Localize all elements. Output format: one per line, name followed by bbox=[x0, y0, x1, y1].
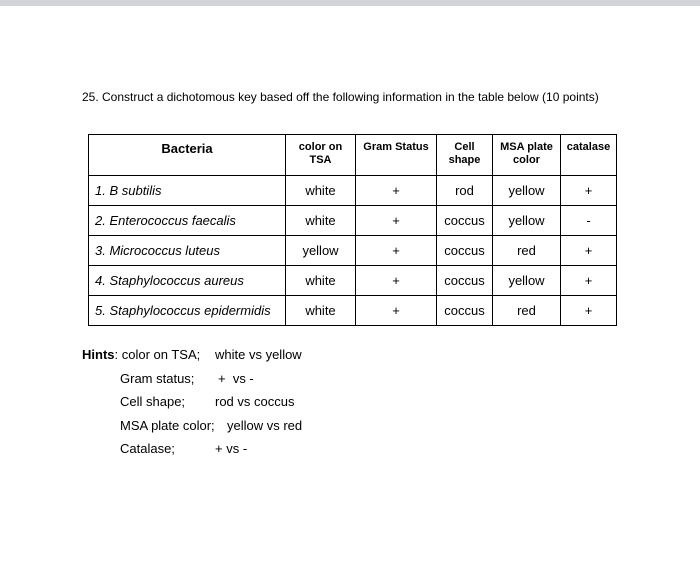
cell-msa-plate-color: red bbox=[493, 296, 561, 326]
cell-catalase: + bbox=[561, 296, 617, 326]
cell-catalase: + bbox=[561, 266, 617, 296]
cell-catalase: + bbox=[561, 176, 617, 206]
cell-msa-plate-color: yellow bbox=[493, 206, 561, 236]
hints-section bbox=[82, 343, 302, 461]
cell-color-on-tsa: white bbox=[286, 296, 356, 326]
cell-gram-status: + bbox=[356, 236, 437, 266]
table-row bbox=[89, 236, 617, 266]
cell-cell-shape: coccus bbox=[437, 236, 493, 266]
question-text: 25. Construct a dichotomous key based off the following information in the table below (10 points) bbox=[82, 90, 599, 104]
hint-key bbox=[82, 343, 215, 367]
cell-gram-status: + bbox=[356, 206, 437, 236]
hint-key: Cell shape; bbox=[120, 394, 186, 409]
cell-catalase: + bbox=[561, 236, 617, 266]
hint-value: white vs yellow bbox=[215, 347, 302, 362]
table-header-row bbox=[89, 135, 617, 176]
cell-color-on-tsa: yellow bbox=[286, 236, 356, 266]
hint-row bbox=[82, 437, 302, 461]
hint-key-text: : color on TSA; bbox=[114, 347, 201, 362]
cell-color-on-tsa: white bbox=[286, 206, 356, 236]
table-row bbox=[89, 296, 617, 326]
cell-color-on-tsa: white bbox=[286, 266, 356, 296]
hint-row bbox=[82, 414, 302, 438]
hint-key: MSA plate color; bbox=[120, 417, 215, 433]
header-bacteria: Bacteria bbox=[89, 135, 286, 176]
cell-color-on-tsa: white bbox=[286, 176, 356, 206]
cell-bacteria: 5. Staphylococcus epidermidis bbox=[89, 296, 286, 326]
header-cell-shape: Cell shape bbox=[437, 135, 493, 176]
cell-cell-shape: rod bbox=[437, 176, 493, 206]
hint-row bbox=[82, 367, 302, 391]
table-row bbox=[89, 206, 617, 236]
cell-bacteria: 2. Enterococcus faecalis bbox=[89, 206, 286, 236]
cell-msa-plate-color: yellow bbox=[493, 176, 561, 206]
header-msa-plate-color: MSA plate color bbox=[493, 135, 561, 176]
cell-gram-status: + bbox=[356, 176, 437, 206]
cell-cell-shape: coccus bbox=[437, 266, 493, 296]
cell-cell-shape: coccus bbox=[437, 296, 493, 326]
hint-value: + vs - bbox=[218, 370, 254, 386]
cell-bacteria: 4. Staphylococcus aureus bbox=[89, 266, 286, 296]
hint-value: rod vs coccus bbox=[215, 394, 295, 409]
hint-value: + vs - bbox=[215, 441, 248, 456]
hint-row bbox=[82, 390, 302, 414]
cell-msa-plate-color: red bbox=[493, 236, 561, 266]
cell-gram-status: + bbox=[356, 296, 437, 326]
cell-gram-status: + bbox=[356, 266, 437, 296]
table-row bbox=[89, 176, 617, 206]
table-row bbox=[89, 266, 617, 296]
hints-label: Hints bbox=[82, 347, 115, 362]
hint-key: Gram status; bbox=[120, 370, 195, 386]
cell-cell-shape: coccus bbox=[437, 206, 493, 236]
cell-catalase: - bbox=[561, 206, 617, 236]
hint-key: Catalase; bbox=[120, 441, 175, 456]
header-color-on-tsa: color on TSA bbox=[286, 135, 356, 176]
bacteria-table bbox=[88, 134, 617, 326]
top-bar bbox=[0, 0, 700, 6]
cell-msa-plate-color: yellow bbox=[493, 266, 561, 296]
hint-row bbox=[82, 343, 302, 367]
cell-bacteria: 3. Micrococcus luteus bbox=[89, 236, 286, 266]
hint-value: yellow vs red bbox=[227, 417, 303, 433]
header-catalase: catalase bbox=[561, 135, 617, 176]
header-gram-status: Gram Status bbox=[356, 135, 437, 176]
cell-bacteria: 1. B subtilis bbox=[89, 176, 286, 206]
